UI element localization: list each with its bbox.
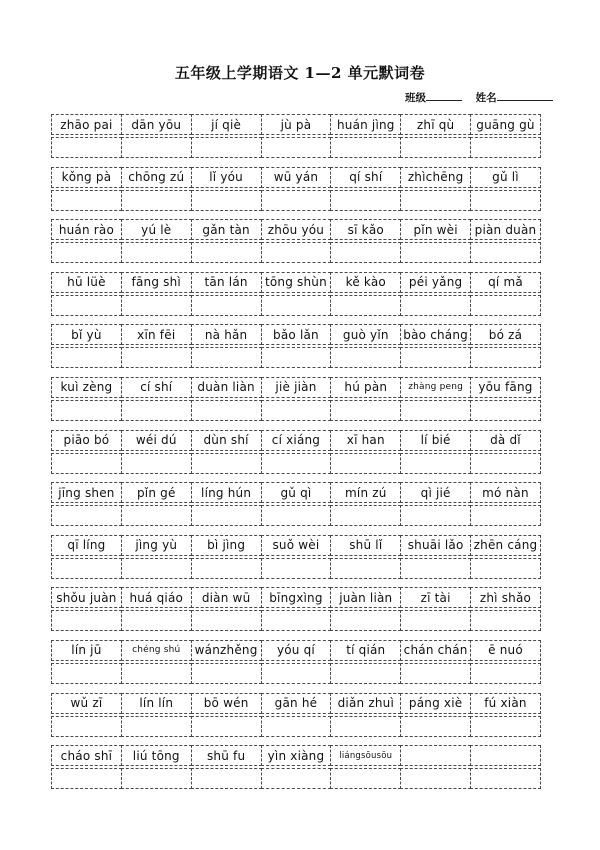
- word-group: [51, 693, 547, 743]
- pinyin-cell: ē nuó: [470, 640, 541, 661]
- pinyin-cell: lǐ yóu: [191, 167, 262, 188]
- answer-cell[interactable]: [51, 453, 122, 474]
- class-label: 班级: [405, 92, 426, 104]
- pinyin-cell: duàn liàn: [191, 377, 262, 398]
- answer-cell[interactable]: [51, 400, 122, 421]
- pinyin-cell: jīng shen: [51, 482, 122, 503]
- answer-cell[interactable]: [121, 137, 192, 158]
- answer-cell[interactable]: [330, 295, 401, 316]
- pinyin-cell: chéng shú: [121, 640, 192, 661]
- pinyin-cell: bǐ yù: [51, 324, 122, 345]
- pinyin-cell: [470, 745, 541, 766]
- answer-cell[interactable]: [400, 242, 471, 263]
- answer-cell[interactable]: [191, 505, 262, 526]
- name-label: 姓名: [475, 92, 497, 104]
- answer-cell[interactable]: [330, 716, 401, 737]
- answer-cell[interactable]: [400, 768, 471, 789]
- pinyin-cell: lín lín: [121, 693, 192, 714]
- answer-cell[interactable]: [400, 400, 471, 421]
- pinyin-cell: mín zú: [330, 482, 401, 503]
- answer-row: [51, 453, 547, 474]
- pinyin-cell: wū yán: [261, 167, 332, 188]
- answer-cell[interactable]: [261, 190, 332, 211]
- pinyin-cell: dà dǐ: [470, 430, 541, 451]
- answer-row: [51, 400, 547, 421]
- pinyin-cell: gǔ qì: [261, 482, 332, 503]
- answer-cell[interactable]: [121, 347, 192, 368]
- pinyin-cell: liángsōusōu: [330, 745, 401, 766]
- pinyin-cell: juàn liàn: [330, 587, 401, 608]
- answer-cell[interactable]: [191, 453, 262, 474]
- pinyin-cell: yú lè: [121, 219, 192, 240]
- answer-cell[interactable]: [261, 400, 332, 421]
- pinyin-cell: nà hǎn: [191, 324, 262, 345]
- answer-cell[interactable]: [261, 505, 332, 526]
- pinyin-row: [51, 693, 547, 714]
- pinyin-cell: shū fu: [191, 745, 262, 766]
- pinyin-cell: piāo bó: [51, 430, 122, 451]
- answer-row: [51, 347, 547, 368]
- pinyin-cell: zhāo pai: [51, 114, 122, 135]
- pinyin-cell: zhìchēng: [400, 167, 471, 188]
- pinyin-cell: gān hé: [261, 693, 332, 714]
- pinyin-cell: qí shí: [330, 167, 401, 188]
- pinyin-cell: jìng yù: [121, 535, 192, 556]
- pinyin-cell: bào cháng: [400, 324, 471, 345]
- pinyin-row: [51, 745, 547, 766]
- pinyin-cell: kuì zèng: [51, 377, 122, 398]
- pinyin-cell: lín jū: [51, 640, 122, 661]
- pinyin-cell: kǒng pà: [51, 167, 122, 188]
- answer-row: [51, 137, 547, 158]
- answer-cell[interactable]: [330, 768, 401, 789]
- pinyin-row: [51, 640, 547, 661]
- answer-cell[interactable]: [470, 716, 541, 737]
- pinyin-cell: wǔ zī: [51, 693, 122, 714]
- answer-cell[interactable]: [261, 716, 332, 737]
- answer-cell[interactable]: [400, 137, 471, 158]
- pinyin-cell: dān yōu: [121, 114, 192, 135]
- pinyin-cell: guāng gù: [470, 114, 541, 135]
- pinyin-cell: piàn duàn: [470, 219, 541, 240]
- pinyin-cell: gǎn tàn: [191, 219, 262, 240]
- answer-cell[interactable]: [470, 190, 541, 211]
- pinyin-cell: qī líng: [51, 535, 122, 556]
- answer-cell[interactable]: [51, 505, 122, 526]
- answer-cell[interactable]: [400, 295, 471, 316]
- pinyin-row: [51, 482, 547, 503]
- answer-cell[interactable]: [261, 453, 332, 474]
- pinyin-cell: fú xiàn: [470, 693, 541, 714]
- answer-cell[interactable]: [261, 295, 332, 316]
- pinyin-row: [51, 272, 547, 293]
- pinyin-cell: chōng zú: [121, 167, 192, 188]
- name-blank[interactable]: [497, 90, 553, 101]
- pinyin-cell: tān lán: [191, 272, 262, 293]
- word-group: [51, 587, 547, 637]
- pinyin-cell: bó zá: [470, 324, 541, 345]
- answer-cell[interactable]: [470, 768, 541, 789]
- answer-cell[interactable]: [400, 558, 471, 579]
- answer-cell[interactable]: [121, 453, 192, 474]
- pinyin-row: [51, 587, 547, 608]
- pinyin-row: [51, 114, 547, 135]
- answer-cell[interactable]: [470, 610, 541, 631]
- pinyin-cell: huán rào: [51, 219, 122, 240]
- pinyin-cell: gǔ lì: [470, 167, 541, 188]
- pinyin-cell: zhī qù: [400, 114, 471, 135]
- pinyin-cell: zhì shǎo: [470, 587, 541, 608]
- answer-cell[interactable]: [121, 295, 192, 316]
- pinyin-cell: jí qiè: [191, 114, 262, 135]
- word-group: [51, 219, 547, 269]
- pinyin-cell: cí xiáng: [261, 430, 332, 451]
- pinyin-cell: zhōu yóu: [261, 219, 332, 240]
- word-group: [51, 745, 547, 795]
- answer-row: [51, 505, 547, 526]
- answer-row: [51, 663, 547, 684]
- answer-cell[interactable]: [330, 347, 401, 368]
- student-info: [405, 90, 553, 105]
- word-group: [51, 272, 547, 322]
- pinyin-row: [51, 430, 547, 451]
- answer-row: [51, 716, 547, 737]
- answer-cell[interactable]: [330, 610, 401, 631]
- answer-cell[interactable]: [121, 190, 192, 211]
- pinyin-cell: bīngxìng: [261, 587, 332, 608]
- pinyin-cell: huán jìng: [330, 114, 401, 135]
- answer-cell[interactable]: [121, 242, 192, 263]
- answer-cell[interactable]: [191, 137, 262, 158]
- pinyin-cell: bō wén: [191, 693, 262, 714]
- answer-cell[interactable]: [191, 400, 262, 421]
- answer-cell[interactable]: [261, 347, 332, 368]
- pinyin-cell: péi yǎng: [400, 272, 471, 293]
- answer-cell[interactable]: [470, 347, 541, 368]
- answer-cell[interactable]: [51, 610, 122, 631]
- word-group: [51, 324, 547, 374]
- class-blank[interactable]: [426, 90, 462, 101]
- pinyin-cell: shǒu juàn: [51, 587, 122, 608]
- word-group: [51, 377, 547, 427]
- answer-cell[interactable]: [330, 137, 401, 158]
- answer-cell[interactable]: [470, 295, 541, 316]
- answer-row: [51, 190, 547, 211]
- answer-cell[interactable]: [191, 663, 262, 684]
- answer-cell[interactable]: [191, 768, 262, 789]
- pinyin-cell: zī tài: [400, 587, 471, 608]
- pinyin-row: [51, 219, 547, 240]
- answer-cell[interactable]: [51, 137, 122, 158]
- answer-cell[interactable]: [121, 663, 192, 684]
- word-group: [51, 114, 547, 164]
- answer-cell[interactable]: [51, 768, 122, 789]
- pinyin-cell: fāng shì: [121, 272, 192, 293]
- pinyin-cell: diàn wū: [191, 587, 262, 608]
- pinyin-cell: xīn fēi: [121, 324, 192, 345]
- answer-cell[interactable]: [470, 400, 541, 421]
- pinyin-cell: shuāi lǎo: [400, 535, 471, 556]
- answer-cell[interactable]: [261, 610, 332, 631]
- pinyin-cell: suǒ wèi: [261, 535, 332, 556]
- answer-cell[interactable]: [121, 768, 192, 789]
- answer-cell[interactable]: [330, 242, 401, 263]
- answer-row: [51, 295, 547, 316]
- answer-row: [51, 768, 547, 789]
- answer-cell[interactable]: [51, 663, 122, 684]
- answer-cell[interactable]: [470, 453, 541, 474]
- answer-cell[interactable]: [400, 347, 471, 368]
- pinyin-cell: pǐn wèi: [400, 219, 471, 240]
- answer-cell[interactable]: [330, 190, 401, 211]
- answer-cell[interactable]: [191, 716, 262, 737]
- answer-cell[interactable]: [191, 295, 262, 316]
- pinyin-cell: zhàng peng: [400, 377, 471, 398]
- answer-cell[interactable]: [261, 137, 332, 158]
- pinyin-row: [51, 377, 547, 398]
- answer-cell[interactable]: [330, 558, 401, 579]
- answer-cell[interactable]: [400, 453, 471, 474]
- pinyin-cell: [400, 745, 471, 766]
- answer-cell[interactable]: [191, 558, 262, 579]
- pinyin-cell: wánzhěng: [191, 640, 262, 661]
- pinyin-cell: zhēn cáng: [470, 535, 541, 556]
- pinyin-cell: tōng shùn: [261, 272, 332, 293]
- pinyin-cell: xī han: [330, 430, 401, 451]
- pinyin-cell: qí mǎ: [470, 272, 541, 293]
- pinyin-cell: yóu qí: [261, 640, 332, 661]
- pinyin-cell: guò yǐn: [330, 324, 401, 345]
- pinyin-cell: liú tōng: [121, 745, 192, 766]
- answer-cell[interactable]: [261, 558, 332, 579]
- pinyin-row: [51, 167, 547, 188]
- pinyin-cell: mó nàn: [470, 482, 541, 503]
- answer-row: [51, 558, 547, 579]
- pinyin-cell: cí shí: [121, 377, 192, 398]
- pinyin-row: [51, 535, 547, 556]
- word-group: [51, 482, 547, 532]
- answer-cell[interactable]: [261, 768, 332, 789]
- pinyin-cell: kě kào: [330, 272, 401, 293]
- answer-cell[interactable]: [261, 242, 332, 263]
- answer-cell[interactable]: [330, 505, 401, 526]
- pinyin-cell: tí qián: [330, 640, 401, 661]
- pinyin-cell: huá qiáo: [121, 587, 192, 608]
- answer-row: [51, 242, 547, 263]
- answer-cell[interactable]: [470, 505, 541, 526]
- word-group: [51, 430, 547, 480]
- answer-cell[interactable]: [121, 505, 192, 526]
- pinyin-cell: diǎn zhuì: [330, 693, 401, 714]
- answer-cell[interactable]: [191, 242, 262, 263]
- pinyin-cell: yìn xiàng: [261, 745, 332, 766]
- answer-cell[interactable]: [191, 190, 262, 211]
- pinyin-cell: sī kǎo: [330, 219, 401, 240]
- pinyin-cell: líng hún: [191, 482, 262, 503]
- answer-cell[interactable]: [400, 610, 471, 631]
- answer-cell[interactable]: [51, 242, 122, 263]
- pinyin-cell: yōu fāng: [470, 377, 541, 398]
- answer-cell[interactable]: [400, 190, 471, 211]
- pinyin-cell: lí bié: [400, 430, 471, 451]
- pinyin-cell: hú pàn: [330, 377, 401, 398]
- answer-cell[interactable]: [330, 400, 401, 421]
- word-group: [51, 535, 547, 585]
- answer-cell[interactable]: [121, 400, 192, 421]
- pinyin-cell: jù pà: [261, 114, 332, 135]
- answer-cell[interactable]: [330, 663, 401, 684]
- answer-cell[interactable]: [400, 663, 471, 684]
- pinyin-cell: chán chán: [400, 640, 471, 661]
- answer-cell[interactable]: [51, 295, 122, 316]
- answer-cell[interactable]: [261, 663, 332, 684]
- word-group: [51, 167, 547, 217]
- pinyin-cell: bì jìng: [191, 535, 262, 556]
- dictation-grid: [51, 111, 547, 795]
- pinyin-cell: pǐn gé: [121, 482, 192, 503]
- answer-cell[interactable]: [51, 716, 122, 737]
- answer-cell[interactable]: [470, 242, 541, 263]
- pinyin-row: [51, 324, 547, 345]
- answer-cell[interactable]: [121, 558, 192, 579]
- pinyin-cell: jiè jiàn: [261, 377, 332, 398]
- answer-cell[interactable]: [121, 716, 192, 737]
- pinyin-cell: shū lǐ: [330, 535, 401, 556]
- pinyin-cell: qì jié: [400, 482, 471, 503]
- answer-row: [51, 610, 547, 631]
- word-group: [51, 640, 547, 690]
- answer-cell[interactable]: [470, 558, 541, 579]
- answer-cell[interactable]: [400, 505, 471, 526]
- page-title: 五年级上学期语文 1—2 单元默词卷: [174, 64, 426, 82]
- answer-cell[interactable]: [121, 610, 192, 631]
- pinyin-cell: hū lüè: [51, 272, 122, 293]
- answer-cell[interactable]: [400, 716, 471, 737]
- answer-cell[interactable]: [470, 137, 541, 158]
- pinyin-cell: cháo shī: [51, 745, 122, 766]
- answer-cell[interactable]: [51, 190, 122, 211]
- answer-cell[interactable]: [470, 663, 541, 684]
- answer-cell[interactable]: [51, 347, 122, 368]
- answer-cell[interactable]: [51, 558, 122, 579]
- answer-cell[interactable]: [191, 610, 262, 631]
- answer-cell[interactable]: [330, 453, 401, 474]
- pinyin-cell: dùn shí: [191, 430, 262, 451]
- pinyin-cell: bǎo lǎn: [261, 324, 332, 345]
- pinyin-cell: páng xiè: [400, 693, 471, 714]
- answer-cell[interactable]: [191, 347, 262, 368]
- pinyin-cell: wéi dú: [121, 430, 192, 451]
